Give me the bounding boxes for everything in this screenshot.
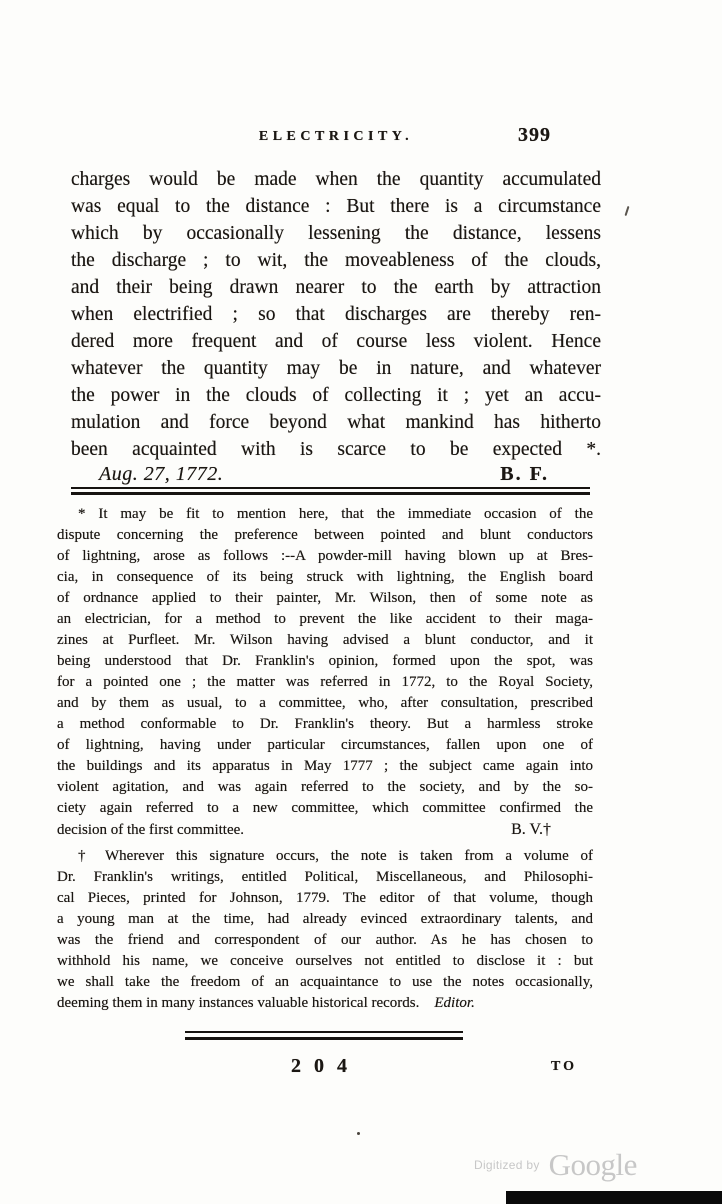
text-line: and their being drawn nearer to the earth by attraction <box>71 277 601 298</box>
text-line: withhold his name, we conceive ourselves not entitled to disclose it : but <box>57 953 593 969</box>
footer-rule <box>185 1031 463 1040</box>
text-line: whatever the quantity may be in nature, and whatever <box>71 358 601 379</box>
text-line: of ordnance applied to their painter, Mr. Wilson, then of some note as <box>57 590 593 606</box>
text-line: * It may be fit to mention here, that the immediate occasion of the <box>78 506 593 522</box>
footnote-star-text: decision of the first committee. <box>57 822 245 838</box>
text-line: the discharge ; to wit, the moveableness of the clouds, <box>71 250 601 271</box>
footnote-separator-rule <box>71 487 590 495</box>
google-logo-text: Google <box>548 1147 637 1182</box>
text-line: cia, in consequence of its being struck with lightning, the English board <box>57 569 593 585</box>
text-line: when electrified ; so that discharges are thereby ren- <box>71 304 601 325</box>
letter-date: Aug. 27, 1772. <box>99 463 224 485</box>
text-line: violent agitation, and was again referred to the society, and by the so- <box>57 779 593 795</box>
text-line: the buildings and its apparatus in May 1777 ; the subject came again into <box>57 758 593 774</box>
text-line: we shall take the freedom of an acquaintance to use the notes occasionally, <box>57 974 593 990</box>
text-line: an electrician, for a method to prevent the like accident to their maga- <box>57 611 593 627</box>
google-watermark <box>474 1148 637 1182</box>
text-line: ciety again referred to a new committee, which committee confirmed the <box>57 800 593 816</box>
footnote-star <box>57 504 593 819</box>
text-line: a young man at the time, had already evinced extraordinary talents, and <box>57 911 593 927</box>
scan-speck-dot <box>357 1132 360 1135</box>
main-paragraph <box>71 166 601 463</box>
footnote-dagger-last-line <box>57 993 593 1014</box>
text-line: cal Pieces, printed for Johnson, 1779. The editor of that volume, though <box>57 890 593 906</box>
text-line: zines at Purfleet. Mr. Wilson having advised a blunt conductor, and it <box>57 632 593 648</box>
text-line: † Wherever this signature occurs, the note is taken from a volume of <box>78 848 593 864</box>
text-line: of lightning, having under particular circumstances, fallen upon one of <box>57 737 593 753</box>
page-number: 399 <box>518 124 551 146</box>
text-line: of lightning, arose as follows :--A powder-mill having blown up at Bres- <box>57 548 593 564</box>
catchword: TO <box>551 1059 577 1074</box>
dateline-row <box>71 461 601 488</box>
text-line: dered more frequent and of course less violent. Hence <box>71 331 601 352</box>
text-line: being understood that Dr. Franklin's opinion, formed upon the spot, was <box>57 653 593 669</box>
scan-speck-mark <box>625 206 630 216</box>
gathering-signature-mark: 2 0 4 <box>291 1055 351 1077</box>
footnote-dagger <box>57 846 593 993</box>
editor-attribution: Editor. <box>434 995 475 1011</box>
text-line: was equal to the distance : But there is a circumstance <box>71 196 601 217</box>
footnote-star-signature: B. V.† <box>511 821 551 838</box>
text-line: was the friend and correspondent of our author. As he has chosen to <box>57 932 593 948</box>
running-head: ELECTRICITY. <box>258 129 414 144</box>
text-line: charges would be made when the quantity accumulated <box>71 169 601 190</box>
text-line: a method conformable to Dr. Franklin's theory. But a harmless stroke <box>57 716 593 732</box>
digitized-by-label: Digitized by <box>474 1158 540 1172</box>
text-line: and by them as usual, to a committee, who, after consultation, prescribed <box>57 695 593 711</box>
author-initials: B. F. <box>500 463 549 485</box>
text-line: for a pointed one ; the matter was referred in 1772, to the Royal Society, <box>57 674 593 690</box>
footnote-star-last-line <box>57 819 593 840</box>
footnote-dagger-text: deeming them in many instances valuable historical records. <box>57 995 420 1011</box>
text-line: which by occasionally lessening the distance, lessens <box>71 223 601 244</box>
scan-artifact-bar <box>506 1191 722 1204</box>
text-line: dispute concerning the preference between pointed and blunt conductors <box>57 527 593 543</box>
text-line: the power in the clouds of collecting it ; yet an accu- <box>71 385 601 406</box>
text-line: been acquainted with is scarce to be expected *. <box>71 439 601 460</box>
text-line: mulation and force beyond what mankind has hitherto <box>71 412 601 433</box>
text-line: Dr. Franklin's writings, entitled Political, Miscellaneous, and Philosophi- <box>57 869 593 885</box>
